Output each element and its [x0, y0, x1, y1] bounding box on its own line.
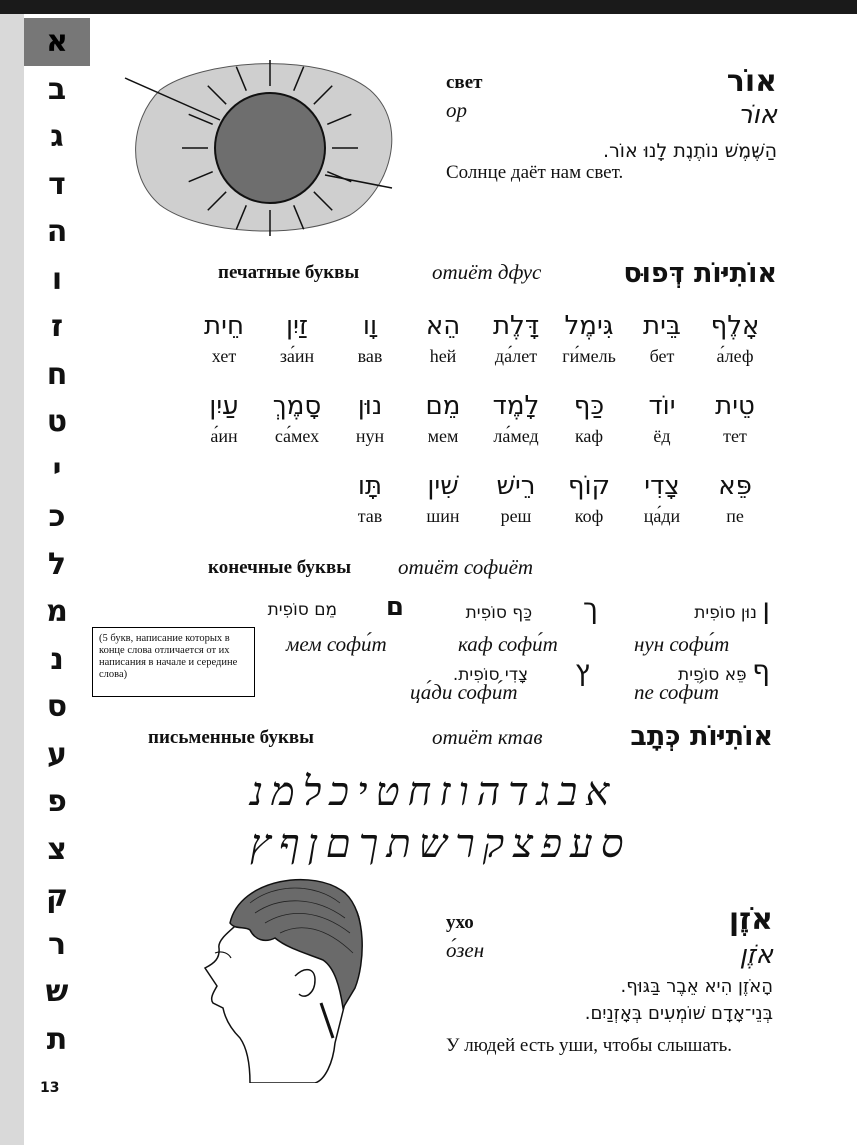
sidebar-letter: ו	[51, 261, 63, 297]
sidebar-letter: ג	[50, 119, 64, 155]
final-pe-he: פֵּא סוֹפִית	[678, 665, 747, 685]
final-tsadi-ru: ца́ди софи́т	[410, 680, 518, 704]
print-letter-he: תָּו	[357, 471, 383, 501]
print-letter-ru: бет	[649, 346, 675, 366]
sidebar-letter: ש	[45, 974, 69, 1010]
print-letter-ru: ца́ди	[643, 506, 681, 526]
print-letter-he: צָדִי	[644, 471, 680, 501]
sidebar-letter: ע	[47, 736, 67, 772]
final-mem	[244, 592, 404, 622]
sidebar-letter: ט	[46, 404, 68, 440]
sun-sentence-ru: Солнце даёт нам свет.	[446, 162, 624, 183]
print-letter-ru: ёд	[653, 426, 671, 446]
sidebar-letter: נ	[50, 641, 64, 677]
script-letters-label: письменные буквы	[148, 727, 314, 748]
boy-head-illustration	[195, 868, 365, 1083]
sidebar-letter: ק	[45, 879, 69, 915]
sidebar-letter: ד	[48, 166, 66, 202]
print-letter-ru: а́ин	[210, 426, 238, 446]
print-letter-he: סָמֶךְ	[272, 391, 322, 421]
print-letter-he: קוֹף	[567, 471, 611, 501]
print-letter-he: מֵם	[425, 391, 461, 421]
ear-sentence-he-2: בְּנֵי־אָדָם שׁוֹמְעִים בְּאָזְנַיִם.	[584, 1003, 773, 1024]
print-letter-he: וָו	[362, 311, 378, 341]
print-letter-ru: за́ин	[279, 346, 315, 366]
sidebar-letter: כ	[48, 499, 66, 535]
print-letter-he: גִּימֶל	[564, 311, 614, 341]
print-letter-he: אָלֶף	[710, 311, 760, 341]
print-letter-ru: нун	[355, 426, 385, 446]
sidebar-letter: י	[52, 451, 62, 487]
script-letters-row-2: סעפצקרשתךםןףץ	[250, 821, 632, 867]
final-pe-glyph: ף	[752, 654, 770, 687]
print-letter-ru: каф	[574, 426, 604, 446]
print-letter-cell	[179, 308, 269, 367]
final-kaf-glyph: ך	[582, 592, 598, 625]
script-letters-translit: отиёт ктав	[432, 725, 543, 749]
sidebar-letter: א	[24, 18, 90, 66]
print-letter-ru: да́лет	[494, 346, 538, 366]
page-number: 13	[40, 1080, 60, 1096]
sun-translit: ор	[446, 98, 467, 122]
sun-word-he: אוֹר	[726, 64, 777, 99]
print-letter-he: נוּן	[357, 391, 383, 421]
sidebar-letter: ס	[46, 689, 68, 725]
sidebar-letter: מ	[46, 594, 68, 630]
final-nun-ru: нун софи́т	[634, 632, 730, 656]
ear-word-he: אֹזֶן	[728, 902, 773, 937]
final-kaf	[448, 592, 598, 625]
print-letter-he: שִׁין	[427, 471, 459, 501]
sun-word-he-script: אוֹר	[737, 100, 777, 130]
print-letter-ru: реш	[500, 506, 532, 526]
final-mem-ru: мем софи́т	[286, 632, 387, 656]
print-letter-he: דָּלֶת	[492, 311, 540, 341]
ear-sentence-ru: У людей есть уши, чтобы слышать.	[446, 1035, 733, 1056]
print-letter-ru: шин	[426, 506, 460, 526]
print-letter-he: חֵית	[204, 311, 244, 341]
final-letters-translit: отиёт софиёт	[398, 555, 534, 579]
print-letter-he: הֵא	[425, 311, 461, 341]
print-letter-ru: тав	[357, 506, 383, 526]
sidebar-letter: ל	[47, 546, 67, 582]
print-letter-he: יוֹד	[648, 391, 676, 421]
print-letter-he: עַיִן	[209, 391, 239, 421]
print-letter-ru: хет	[211, 346, 237, 366]
print-letters-label: печатные буквы	[218, 262, 360, 283]
final-nun	[640, 592, 770, 625]
print-letter-ru: коф	[574, 506, 604, 526]
sidebar-letter: ב	[47, 71, 67, 107]
sidebar-letter: ה	[46, 214, 68, 250]
print-letters-translit: отиёт дфус	[432, 260, 542, 284]
print-letter-he: טֵית	[715, 391, 755, 421]
sun-word-ru: свет	[446, 72, 483, 93]
script-letters-label-he: אוֹתִיּוֹת כְּתָב	[630, 721, 773, 752]
print-letter-ru: пе	[726, 506, 744, 526]
print-letter-he: פֵּא	[718, 471, 752, 501]
print-letter-ru: ги́мель	[562, 346, 616, 366]
print-letter-he: רֵישׁ	[496, 471, 536, 501]
final-mem-glyph: ם	[385, 592, 404, 622]
final-nun-he: נוּן סוֹפִית	[694, 603, 757, 623]
print-letter-cell	[179, 388, 269, 447]
final-nun-glyph: ן	[762, 592, 770, 625]
sidebar-letter: פ	[47, 784, 67, 820]
print-letter-he: בֵּית	[643, 311, 681, 341]
ear-word-he-script: אֹזֶן	[739, 940, 773, 970]
print-letter-ru: ла́мед	[493, 426, 539, 446]
final-tsadi-he: צָדִי סוֹפִית.	[452, 665, 529, 685]
print-letter-cell	[325, 468, 415, 527]
sun-sentence-he: הַשֶּׁמֶשׁ נוֹתֶנֶת לָנוּ אוֹר.	[603, 140, 777, 162]
print-letter-he: כַּף	[573, 391, 605, 421]
final-letters-label: конечные буквы	[208, 557, 352, 578]
ear-translit: о́зен	[446, 938, 485, 962]
script-letters-row-1: אבגדהוזחטיכלמנ	[250, 769, 618, 815]
ear-sentence-he-1: הָאֹזֶן הִיא אֵבֶר בַּגּוּף.	[620, 976, 773, 997]
final-pe-ru: пе софи́т	[634, 680, 719, 704]
print-letters-label-he: אוֹתִיּוֹת דְּפוּס	[623, 258, 777, 289]
final-letters-note: (5 букв, написание которых в конце слова отличается от их написания в начале и середине слова)	[92, 627, 255, 697]
sidebar-letter: ר	[47, 926, 67, 962]
page-gutter	[0, 14, 24, 1145]
sidebar-letter: ח	[46, 356, 68, 392]
print-letter-ru: тет	[723, 426, 747, 446]
final-kaf-ru: каф софи́т	[458, 632, 558, 656]
print-letter-ru: а́леф	[716, 346, 754, 366]
final-mem-he: מֵם סוֹפִית	[267, 600, 338, 620]
print-letter-ru: һей	[429, 346, 457, 366]
print-letter-he: לָמֶד	[492, 391, 540, 421]
ear-word-ru: ухо	[446, 912, 474, 933]
sun-illustration	[120, 50, 400, 240]
print-letter-ru: мем	[427, 426, 459, 446]
final-tsadi-glyph: ץ	[574, 654, 590, 687]
print-letter-ru: вав	[357, 346, 383, 366]
sidebar-letter: צ	[47, 831, 67, 867]
top-edge	[0, 0, 857, 14]
alphabet-sidebar	[24, 18, 90, 1063]
print-letter-ru: са́мех	[274, 426, 320, 446]
print-letter-he: זַיִן	[286, 311, 308, 341]
final-kaf-he: כַּף סוֹפִית	[465, 603, 533, 623]
sidebar-letter: ת	[46, 1021, 68, 1057]
sidebar-letter: ז	[50, 309, 63, 345]
